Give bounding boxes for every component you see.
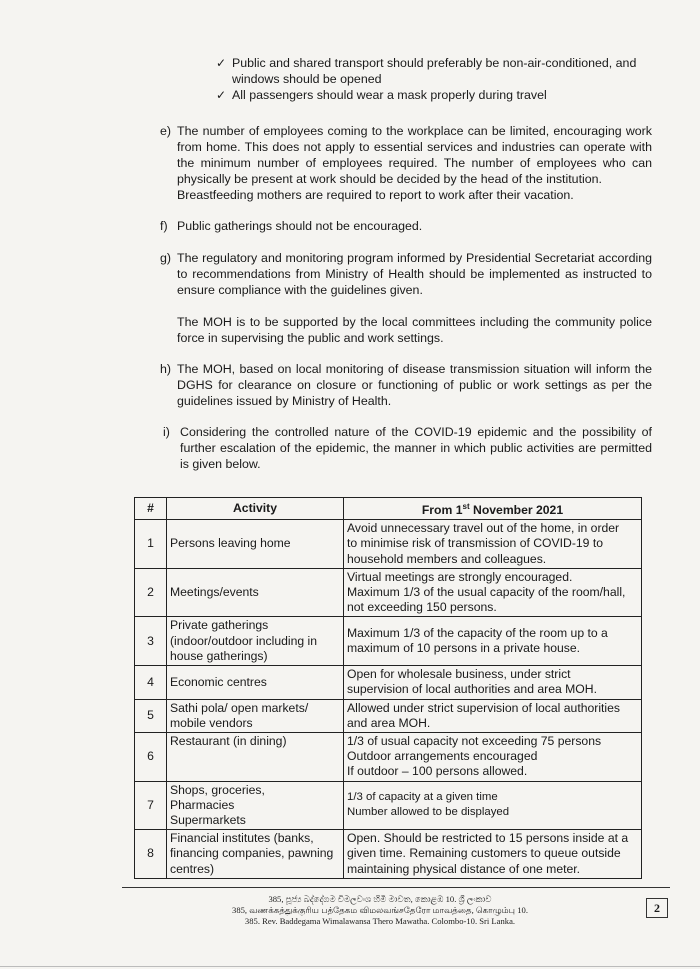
activity-line: financing companies, pawning (170, 846, 334, 861)
section-g-note: The MOH is to be supported by the local committees including the community police force in supervising the public and work settings. (177, 315, 652, 345)
table-row (135, 568, 642, 617)
table-header-row (135, 498, 642, 520)
section-label: h) (160, 362, 172, 376)
rule-line: maintaining physical distance of one meter. (347, 861, 581, 876)
row-number: 6 (135, 732, 167, 781)
section-i (163, 424, 652, 472)
activities-table (134, 497, 642, 879)
rule-line: Open. Should be restricted to 15 persons inside at a (347, 831, 629, 846)
row-activity (167, 666, 344, 699)
rule-line: Maximum 1/3 of the usual capacity of the room/hall, (347, 585, 626, 600)
activity-line: centres) (170, 861, 215, 876)
rule-line: 1/3 of usual capacity not exceeding 75 persons (347, 733, 602, 748)
row-number: 4 (135, 666, 167, 699)
checklist-item (216, 56, 656, 87)
activity-line: house gatherings) (170, 648, 268, 663)
activity-line: Sathi pola/ open markets/ (170, 700, 309, 715)
footer-address (200, 894, 560, 927)
footer-address-english: 385. Rev. Baddegama Wimalawansa Thero Mawatha. Colombo-10. Sri Lanka. (244, 916, 516, 926)
activity-line: Pharmacies (170, 797, 235, 812)
rule-line: 1/3 of capacity at a given time (347, 791, 498, 804)
activity-line: Restaurant (in dining) (170, 733, 287, 748)
activity-line: (indoor/outdoor including in (170, 633, 318, 648)
rule-line: and area MOH. (347, 715, 431, 730)
row-number: 7 (135, 781, 167, 830)
header-activity: Activity (167, 498, 344, 520)
row-rule (344, 666, 642, 699)
row-rule (344, 732, 642, 781)
row-activity (167, 617, 344, 666)
rule-line: Avoid unnecessary travel out of the home, in order (347, 521, 620, 536)
section-text: The regulatory and monitoring program informed by Presidential Secretariat according to recommendations from Ministry of Health should be implemented as instructed to ensure compliance with the guidelines given. (177, 251, 652, 297)
row-rule (344, 520, 642, 569)
rule-line: Virtual meetings are strongly encouraged. (347, 569, 573, 584)
rule-line: maximum of 10 persons in a private house. (347, 641, 581, 656)
rule-line: Maximum 1/3 of the capacity of the room up to a (347, 626, 608, 641)
activity-line: Shops, groceries, (170, 782, 265, 797)
section-text: Considering the controlled nature of the COVID-19 epidemic and the possibility of further escalation of the epidemic, the manner in which public activities are permitted is given below. (180, 425, 652, 471)
activity-line: Financial institutes (banks, (170, 831, 314, 846)
row-rule (344, 568, 642, 617)
section-g (160, 250, 652, 298)
section-text: The MOH, based on local monitoring of disease transmission situation will inform the DGHS for clearance on closure or functioning of public or work settings as per the guidelines issued by Ministry of Health. (177, 362, 652, 408)
header-date-suffix: November 2021 (469, 503, 564, 518)
row-rule (344, 781, 642, 830)
activity-line: Persons leaving home (170, 536, 291, 551)
rule-line: given time. Remaining customers to queue outside (347, 846, 621, 861)
header-date-prefix: From 1 (421, 503, 463, 518)
row-number: 8 (135, 830, 167, 879)
row-activity (167, 781, 344, 830)
header-date (344, 498, 642, 520)
section-label: g) (160, 251, 172, 265)
row-rule (344, 699, 642, 732)
row-number: 5 (135, 699, 167, 732)
bottom-divider (0, 966, 700, 967)
row-activity (167, 568, 344, 617)
rule-line: supervision of local authorities and area MOH. (347, 682, 597, 697)
row-activity (167, 699, 344, 732)
table-row (135, 617, 642, 666)
row-number: 3 (135, 617, 167, 666)
row-number: 1 (135, 520, 167, 569)
activity-line: Meetings/events (170, 585, 259, 600)
rule-line: household members and colleagues. (347, 551, 547, 566)
rule-line: Open for wholesale business, under strict (347, 667, 571, 682)
section-h (160, 361, 652, 409)
page-number: 2 (646, 898, 668, 918)
table-row (135, 699, 642, 732)
activity-line: Supermarkets (170, 812, 246, 827)
table-row (135, 666, 642, 699)
table-row (135, 830, 642, 879)
footer-address-sinhala: 385, පූජ්‍ය බද්දේගම විමලවංශ හිමි මාවත, කොළඹ 10. ශ්‍රී ලංකාව (268, 894, 492, 904)
rule-line: to minimise risk of transmission of COVID-19 to (347, 536, 604, 551)
rule-line: Allowed under strict supervision of local authorities (347, 700, 620, 715)
activity-line: mobile vendors (170, 715, 253, 730)
section-label: f) (160, 219, 168, 233)
footer-address-tamil: 385, வணக்கத்துக்குரிய பத்தேகம விமலவங்சதேரோ மாவத்தை, கொழும்பு 10. (232, 905, 528, 915)
section-text: The number of employees coming to the workplace can be limited, encouraging work from home. This does not apply to essential services and industries can operate with the minimum number of employees required. The number of employees who can physically be present at work should be decided by the head of the institution. (177, 124, 652, 186)
header-number: # (135, 498, 167, 520)
row-rule (344, 617, 642, 666)
rule-line: Number allowed to be displayed (347, 806, 510, 819)
rule-line: not exceeding 150 persons. (347, 600, 497, 615)
row-rule (344, 830, 642, 879)
checklist-item (216, 88, 656, 104)
section-extra-text: Breastfeeding mothers are required to report to work after their vacation. (177, 188, 574, 202)
section-label: e) (160, 124, 172, 138)
rule-line: Outdoor arrangements encouraged (347, 749, 538, 764)
rule-line: If outdoor – 100 persons allowed. (347, 764, 528, 779)
activity-line: Economic centres (170, 674, 267, 689)
section-e (160, 123, 652, 203)
checklist-item-text: All passengers should wear a mask properly during travel (232, 88, 547, 103)
checklist (216, 56, 656, 105)
section-f (160, 218, 652, 234)
row-activity (167, 520, 344, 569)
row-activity (167, 830, 344, 879)
row-activity (167, 732, 344, 781)
checkmark-icon: ✓ (216, 56, 227, 70)
table-row (135, 781, 642, 830)
table-row (135, 732, 642, 781)
section-text: Public gatherings should not be encouraged. (177, 219, 423, 233)
row-number: 2 (135, 568, 167, 617)
header-date-sup: st (462, 502, 470, 511)
checklist-item-text: Public and shared transport should preferably be non-air-conditioned, and windows should be opened (232, 56, 637, 86)
table-row (135, 520, 642, 569)
activity-line: Private gatherings (170, 618, 269, 633)
footer-divider (122, 887, 670, 888)
section-label: i) (163, 425, 170, 439)
checkmark-icon: ✓ (216, 88, 227, 103)
